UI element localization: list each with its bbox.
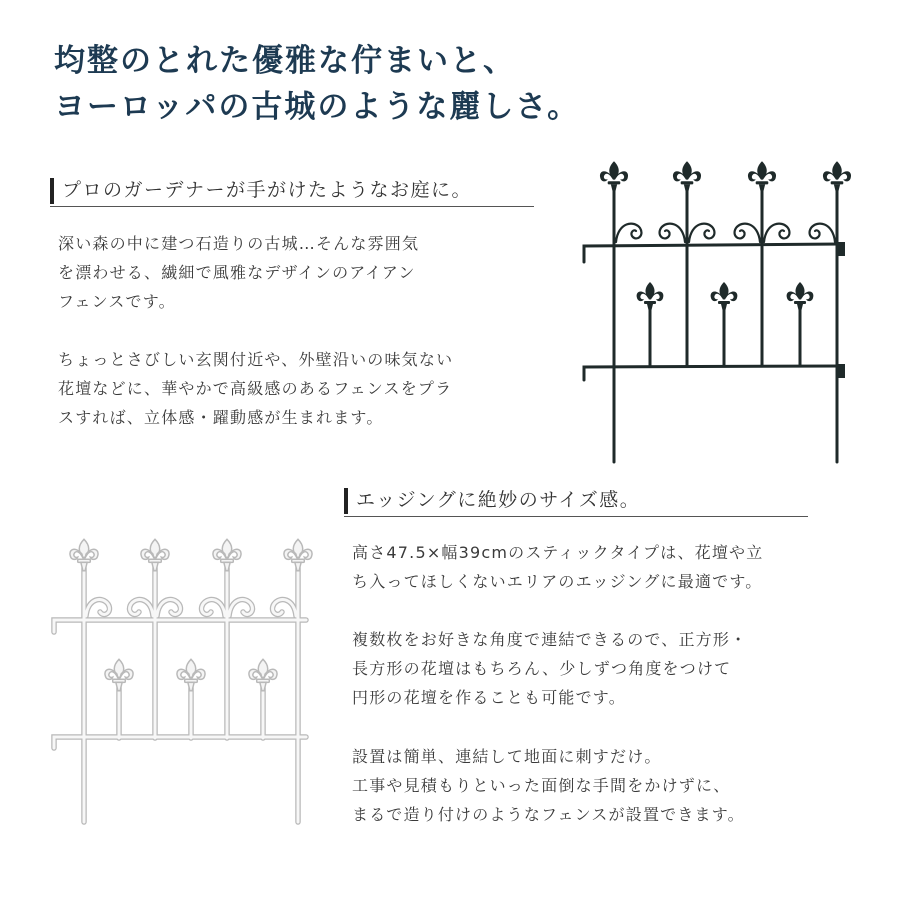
headline xyxy=(54,38,580,130)
black-fence-image xyxy=(574,150,864,470)
section1-paragraph-1-line: を漂わせる、繊細で風雅なデザインのアイアン xyxy=(58,263,416,282)
section2-paragraph-3-line: まるで造り付けのようなフェンスが設置できます。 xyxy=(352,805,745,824)
section1-paragraph-2-line: ちょっとさびしい玄関付近や、外壁沿いの味気ない xyxy=(58,350,454,369)
section1-paragraph-1 xyxy=(58,229,419,316)
section2-paragraph-1 xyxy=(352,538,763,596)
headline-line-2: ヨーロッパの古城のような麗しさ。 xyxy=(54,89,581,125)
white-fence-image xyxy=(44,528,320,828)
section2-paragraph-2-line: 複数枚をお好きな角度で連結できるので、正方形・ xyxy=(352,630,748,649)
section2-rule xyxy=(344,516,808,517)
section1-rule xyxy=(50,206,534,207)
white-fence-frame xyxy=(54,539,312,822)
section2-paragraph-3-line: 工事や見積もりといった面倒な手間をかけずに、 xyxy=(352,776,731,795)
section1-paragraph-2-line: スすれば、立体感・躍動感が生まれます。 xyxy=(58,408,384,427)
section2-paragraph-2 xyxy=(352,625,747,712)
black-fence-frame xyxy=(584,161,851,462)
section1-paragraph-1-line: フェンスです。 xyxy=(58,292,176,311)
section1-paragraph-2-line: 花壇などに、華やかで高級感のあるフェンスをプラ xyxy=(58,379,453,398)
section1-paragraph-1-line: 深い森の中に建つ石造りの古城…そんな雰囲気 xyxy=(58,234,420,253)
section2-paragraph-3-line: 設置は簡単、連結して地面に刺すだけ。 xyxy=(352,747,662,766)
headline-line-1: 均整のとれた優雅な佇まいと、 xyxy=(54,43,516,79)
section1-title: プロのガーデナーが手がけたようなお庭に。 xyxy=(50,178,472,202)
section2-paragraph-1-line: ち入ってほしくないエリアのエッジングに最適です。 xyxy=(352,572,763,591)
section2-paragraph-1-line: 高さ47.5×幅39cmのスティックタイプは、花壇や立 xyxy=(352,543,764,562)
section2-paragraph-2-line: 長方形の花壇はもちろん、少しずつ角度をつけて xyxy=(352,659,732,678)
section2-title: エッジングに絶妙のサイズ感。 xyxy=(344,488,640,512)
section2-paragraph-2-line: 円形の花壇を作ることも可能です。 xyxy=(352,688,626,707)
section2-paragraph-3 xyxy=(352,742,745,829)
section1-paragraph-2 xyxy=(58,345,453,432)
